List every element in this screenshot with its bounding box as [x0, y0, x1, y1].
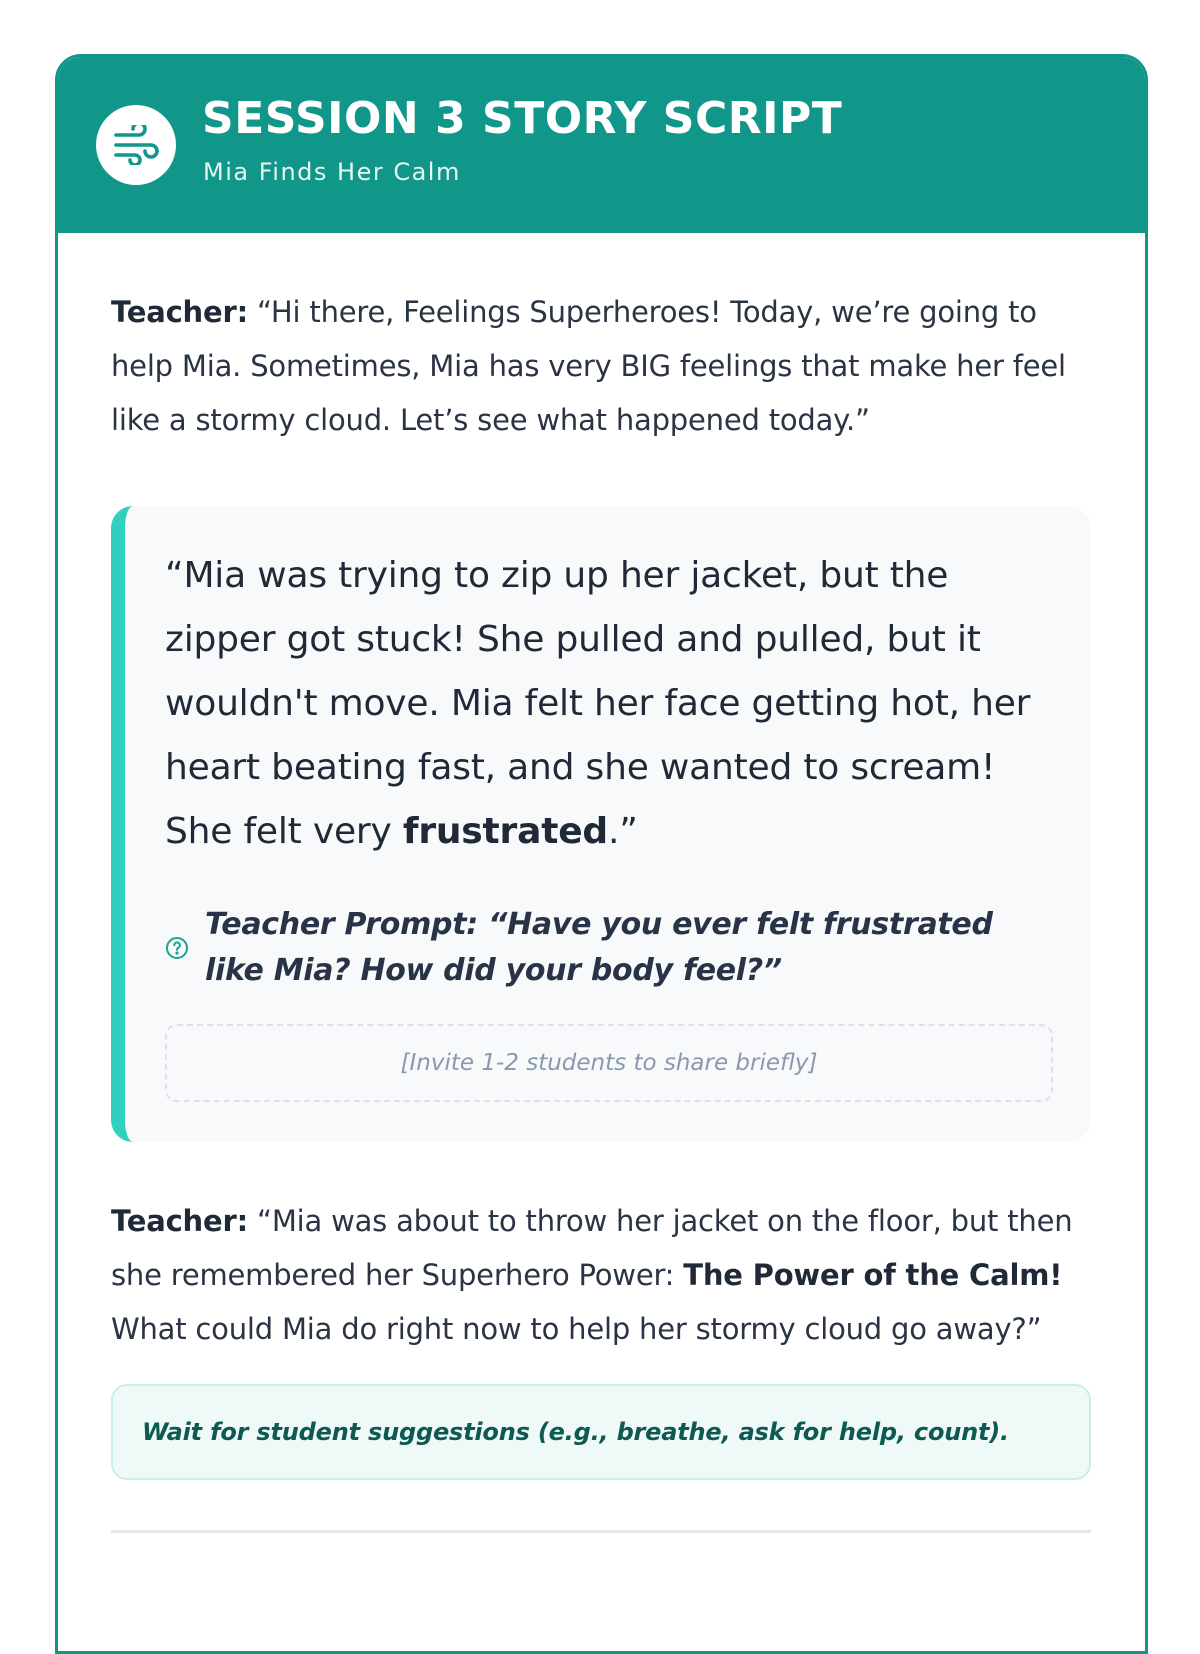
section-divider: [111, 1530, 1091, 1533]
intro-text: “Hi there, Feelings Superheroes! Today, we’re going to help Mia. Sometimes, Mia has very BIG feelings that make her feel like a stormy cloud. Let’s see what happened today.”: [111, 295, 1066, 437]
invite-placeholder: [Invite 1-2 students to share briefly]: [165, 1024, 1053, 1102]
teacher-prompt-text: Teacher Prompt: “Have you ever felt frustrated like Mia? How did your body feel?”: [205, 907, 993, 988]
story-text-before: “Mia was trying to zip up her jacket, but the zipper got stuck! She pulled and pulled, but it wouldn't move. Mia felt her face getting hot, her heart beating fast, and she wanted to scream! She felt very: [165, 555, 1031, 852]
intro-speaker: Teacher:: [111, 295, 248, 329]
followup-text-after: What could Mia do right now to help her stormy cloud go away?”: [111, 1312, 1042, 1346]
wait-note: Wait for student suggestions (e.g., breathe, ask for help, count).: [111, 1384, 1091, 1480]
intro-paragraph: [111, 285, 1090, 447]
followup-text-before: “Mia was about to throw her jacket on the floor, but then she remembered her Superhero Power:: [111, 1204, 1073, 1292]
story-text: [165, 544, 1053, 864]
followup-power: The Power of the Calm!: [683, 1258, 1063, 1292]
story-emphasis: frustrated: [402, 811, 608, 852]
wind-icon: [96, 105, 176, 185]
story-block: [111, 506, 1091, 1142]
followup-paragraph: [111, 1194, 1090, 1356]
story-script-card: [55, 54, 1148, 1654]
card-header: [58, 57, 1145, 233]
story-text-after: .”: [607, 811, 638, 852]
card-body: [58, 233, 1145, 1533]
page-subtitle: Mia Finds Her Calm: [203, 158, 461, 186]
question-circle-icon: [165, 936, 189, 960]
teacher-prompt: [165, 902, 1053, 994]
followup-speaker: Teacher:: [111, 1204, 248, 1238]
page-title: SESSION 3 STORY SCRIPT: [202, 93, 843, 144]
